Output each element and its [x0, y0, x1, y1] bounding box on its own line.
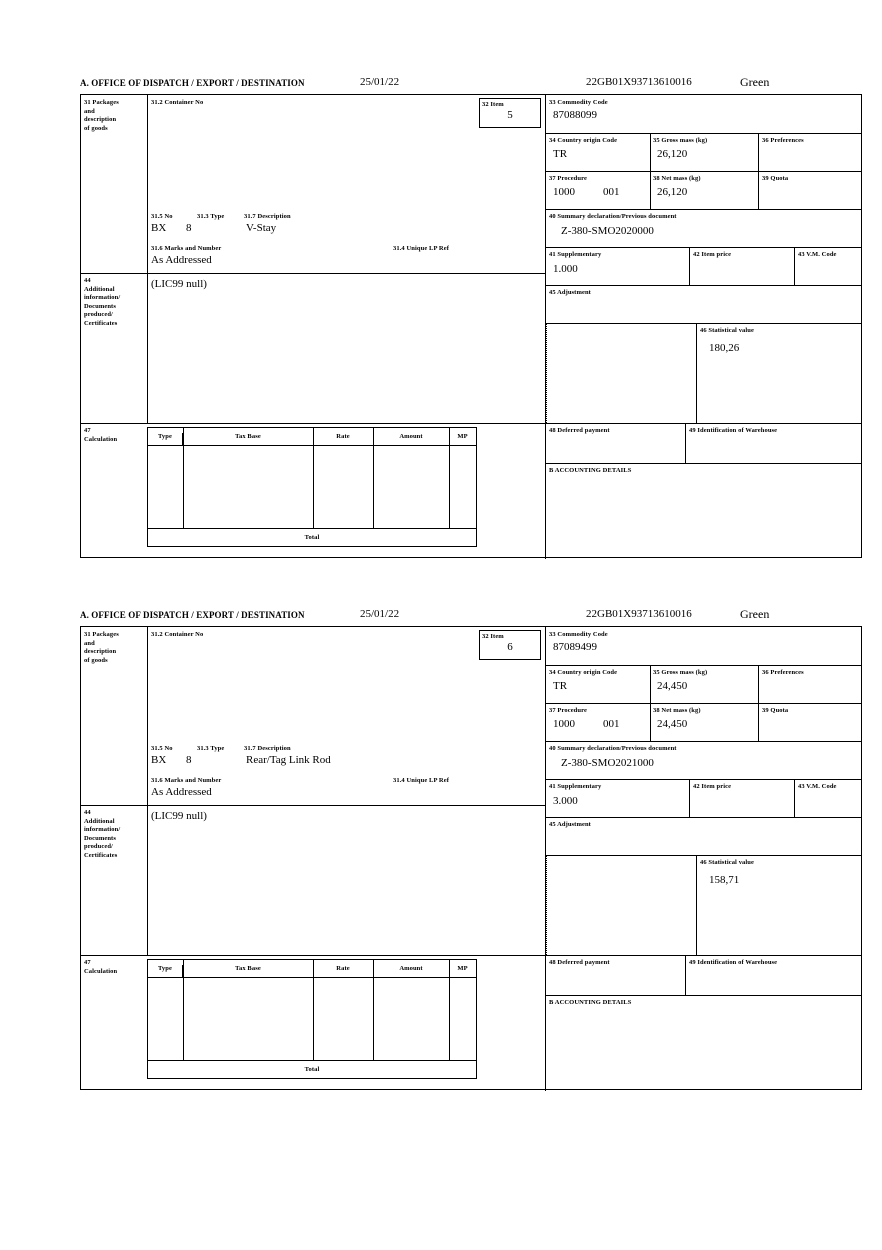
form-header: [80, 607, 862, 626]
field-46-value: 180,26: [709, 342, 740, 354]
field-40-label: 40 Summary declaration/Previous document: [549, 745, 677, 752]
field-36-label: 36 Preferences: [762, 669, 804, 676]
field-43-label: 43 V.M. Code: [798, 783, 837, 790]
divider-40-41: [545, 247, 861, 248]
field-31-6-value: As Addressed: [151, 786, 212, 798]
field-31-7-label: 31.7 Description: [244, 213, 291, 220]
field-35-label: 35 Gross mass (kg): [653, 137, 708, 144]
field-41-label: 41 Supplementary: [549, 251, 602, 258]
field-48-label: 48 Deferred payment: [549, 427, 610, 434]
divider-40-41: [545, 779, 861, 780]
divider-33-34: [545, 665, 861, 666]
col-divider-3: [373, 428, 374, 528]
field-38-value: 24,450: [657, 718, 688, 730]
field-31-2-value: [151, 641, 531, 661]
field-41-value: 3.000: [553, 795, 578, 807]
mrn-value: 22GB01X93713610016: [586, 608, 692, 620]
field-34-value: TR: [553, 148, 568, 160]
form-header: [80, 75, 862, 94]
divider-42-43: [794, 247, 795, 285]
field-41-value: 1.000: [553, 263, 578, 275]
field-48-label: 48 Deferred payment: [549, 959, 610, 966]
divider-upper-47: [81, 423, 861, 424]
field-37-value-a: 1000: [553, 718, 575, 730]
field-39-label: 39 Quota: [762, 175, 789, 182]
field-31-5-label: 31.5 No: [151, 213, 173, 220]
field-35-value: 24,450: [657, 680, 688, 692]
divider-41-45: [545, 817, 861, 818]
field-44-label: 44 Additional information/ Documents produced/ Certificates: [84, 277, 121, 327]
column-header-mp: MP: [457, 965, 468, 972]
field-41-label: 41 Supplementary: [549, 783, 602, 790]
field-43-label: 43 V.M. Code: [798, 251, 837, 258]
field-32-label: 32 Item: [482, 633, 504, 640]
field-37-label: 37 Procedure: [549, 707, 587, 714]
field-31-2-value: [151, 109, 531, 129]
field-38-label: 38 Net mass (kg): [653, 175, 701, 182]
divider-37-38: [650, 171, 651, 209]
divider-col-right-lower: [545, 955, 546, 1091]
col-divider-2: [313, 960, 314, 1060]
field-B-label: B ACCOUNTING DETAILS: [549, 467, 632, 474]
mrn-value: 22GB01X93713610016: [586, 76, 692, 88]
customs-declaration-form-2: [80, 607, 862, 1090]
declaration-date: 25/01/22: [360, 608, 400, 620]
divider-38-39: [758, 703, 759, 741]
field-44-label: 44 Additional information/ Documents produced/ Certificates: [84, 809, 121, 859]
divider-upper-47: [81, 955, 861, 956]
dotted-divider: [546, 323, 547, 423]
column-header-mp: MP: [457, 433, 468, 440]
field-39-label: 39 Quota: [762, 707, 789, 714]
field-31-6-label: 31.6 Marks and Number: [151, 777, 222, 784]
divider-48-B: [545, 463, 861, 464]
field-33-value: 87089499: [553, 641, 597, 653]
divider-42-43: [794, 779, 795, 817]
field-47-header-row: [148, 960, 476, 978]
field-34-label: 34 Country origin Code: [549, 669, 618, 676]
field-42-label: 42 Item price: [693, 783, 732, 790]
col-divider-4: [449, 960, 450, 1060]
divider-41-42: [689, 779, 690, 817]
field-47-table: [147, 959, 477, 1079]
field-46-value: 158,71: [709, 874, 740, 886]
field-32-label: 32 Item: [482, 101, 504, 108]
divider-38-39: [758, 171, 759, 209]
field-37-label: 37 Procedure: [549, 175, 587, 182]
divider-48-49: [685, 955, 686, 995]
field-32-item-box: [479, 630, 541, 660]
field-31-5-value: BX: [151, 754, 167, 766]
field-40-value: Z-380-SMO2020000: [561, 225, 654, 237]
divider-col-right-lower: [545, 423, 546, 559]
divider-37-40: [545, 741, 861, 742]
field-47-table: [147, 427, 477, 547]
customs-declaration-form-1: [80, 75, 862, 558]
column-header-tax-base: Tax Base: [235, 965, 261, 972]
field-37-value-b: 001: [603, 186, 620, 198]
divider-34-35: [650, 133, 651, 171]
divider-31-44: [81, 273, 545, 274]
field-47-header-row: [148, 428, 476, 446]
field-47-total-label: Total: [304, 1066, 320, 1073]
copy-colour: Green: [740, 75, 770, 89]
divider-48-B: [545, 995, 861, 996]
form-body: [80, 626, 862, 1090]
field-35-value: 26,120: [657, 148, 688, 160]
field-31-2-label: 31.2 Container No: [151, 99, 204, 106]
field-40-label: 40 Summary declaration/Previous document: [549, 213, 677, 220]
field-32-value: 6: [507, 640, 513, 653]
divider-46-left: [696, 855, 697, 955]
field-46-label: 46 Statistical value: [700, 327, 754, 334]
form-body: [80, 94, 862, 558]
field-37-value-b: 001: [603, 718, 620, 730]
col-divider-1: [183, 428, 184, 528]
field-31-3-label: 31.3 Type: [197, 213, 225, 220]
field-31-label: 31 Packages and description of goods: [84, 99, 119, 132]
divider-45-46: [545, 323, 861, 324]
field-33-label: 33 Commodity Code: [549, 99, 608, 106]
divider-45-46: [545, 855, 861, 856]
divider-31-44: [81, 805, 545, 806]
divider-col-31: [147, 627, 148, 955]
field-31-3-label: 31.3 Type: [197, 745, 225, 752]
field-31-5-value: BX: [151, 222, 167, 234]
field-45-label: 45 Adjustment: [549, 821, 591, 828]
column-header-amount: Amount: [399, 965, 423, 972]
total-row-divider: [148, 1060, 476, 1061]
field-47-total-label: Total: [304, 534, 320, 541]
field-31-2-label: 31.2 Container No: [151, 631, 204, 638]
column-header-rate: Rate: [336, 433, 350, 440]
field-45-label: 45 Adjustment: [549, 289, 591, 296]
office-of-dispatch-label: A. OFFICE OF DISPATCH / EXPORT / DESTINATION: [80, 610, 305, 620]
divider-41-42: [689, 247, 690, 285]
field-46-label: 46 Statistical value: [700, 859, 754, 866]
field-35-label: 35 Gross mass (kg): [653, 669, 708, 676]
divider-34-35: [650, 665, 651, 703]
declaration-date: 25/01/22: [360, 76, 400, 88]
field-38-label: 38 Net mass (kg): [653, 707, 701, 714]
field-34-value: TR: [553, 680, 568, 692]
field-42-label: 42 Item price: [693, 251, 732, 258]
col-divider-3: [373, 960, 374, 1060]
field-47-label: 47 Calculation: [84, 959, 118, 975]
col-divider-4: [449, 428, 450, 528]
divider-35-36: [758, 133, 759, 171]
divider-34-37: [545, 703, 861, 704]
field-31-3-value: 8: [186, 754, 192, 766]
col-divider-1: [183, 960, 184, 1060]
divider-48-49: [685, 423, 686, 463]
field-31-5-label: 31.5 No: [151, 745, 173, 752]
field-37-value-a: 1000: [553, 186, 575, 198]
office-of-dispatch-label: A. OFFICE OF DISPATCH / EXPORT / DESTINATION: [80, 78, 305, 88]
field-31-7-value: V-Stay: [246, 222, 277, 234]
field-32-value: 5: [507, 108, 513, 121]
field-44-value: (LIC99 null): [151, 278, 207, 290]
field-38-value: 26,120: [657, 186, 688, 198]
field-36-label: 36 Preferences: [762, 137, 804, 144]
column-header-tax-base: Tax Base: [235, 433, 261, 440]
field-49-label: 49 Identification of Warehouse: [689, 959, 778, 966]
dotted-divider: [546, 855, 547, 955]
divider-35-36: [758, 665, 759, 703]
copy-colour: Green: [740, 607, 770, 621]
divider-41-45: [545, 285, 861, 286]
column-header-amount: Amount: [399, 433, 423, 440]
divider-col-31: [147, 95, 148, 423]
field-B-label: B ACCOUNTING DETAILS: [549, 999, 632, 1006]
total-row-divider: [148, 528, 476, 529]
column-header-type: Type: [148, 965, 183, 978]
divider-37-38: [650, 703, 651, 741]
divider-33-34: [545, 133, 861, 134]
field-47-label: 47 Calculation: [84, 427, 118, 443]
divider-37-40: [545, 209, 861, 210]
field-33-label: 33 Commodity Code: [549, 631, 608, 638]
column-header-type: Type: [148, 433, 183, 446]
col-divider-2: [313, 428, 314, 528]
field-49-label: 49 Identification of Warehouse: [689, 427, 778, 434]
field-34-label: 34 Country origin Code: [549, 137, 618, 144]
column-header-rate: Rate: [336, 965, 350, 972]
divider-34-37: [545, 171, 861, 172]
divider-46-left: [696, 323, 697, 423]
field-31-7-value: Rear/Tag Link Rod: [246, 754, 331, 766]
field-31-7-label: 31.7 Description: [244, 745, 291, 752]
field-32-item-box: [479, 98, 541, 128]
field-33-value: 87088099: [553, 109, 597, 121]
field-31-6-value: As Addressed: [151, 254, 212, 266]
field-31-4-label: 31.4 Unique LP Ref: [393, 245, 449, 252]
field-31-6-label: 31.6 Marks and Number: [151, 245, 222, 252]
field-31-label: 31 Packages and description of goods: [84, 631, 119, 664]
field-40-value: Z-380-SMO2021000: [561, 757, 654, 769]
field-31-3-value: 8: [186, 222, 192, 234]
field-31-4-label: 31.4 Unique LP Ref: [393, 777, 449, 784]
field-44-value: (LIC99 null): [151, 810, 207, 822]
